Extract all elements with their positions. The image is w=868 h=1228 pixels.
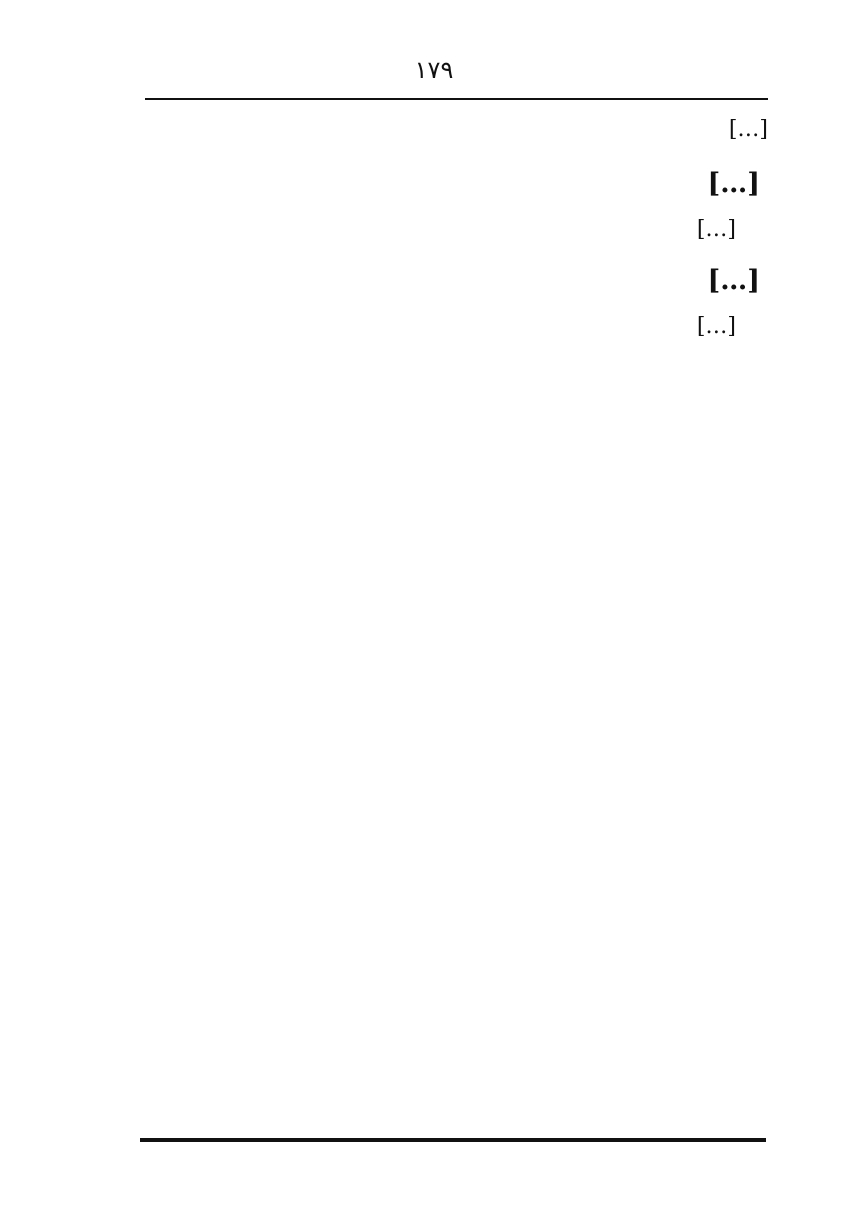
top-rule	[145, 98, 768, 100]
section-heading-2: […]	[707, 265, 760, 296]
paragraph-body-1: […]	[696, 216, 736, 242]
section-heading-1: […]	[707, 167, 760, 199]
paragraph-body-2: […]	[696, 314, 736, 339]
paragraph-intro: […]	[728, 117, 768, 142]
page-content	[140, 108, 768, 1133]
bottom-rule	[140, 1138, 766, 1142]
page-number: ۱۷۹	[414, 56, 454, 84]
